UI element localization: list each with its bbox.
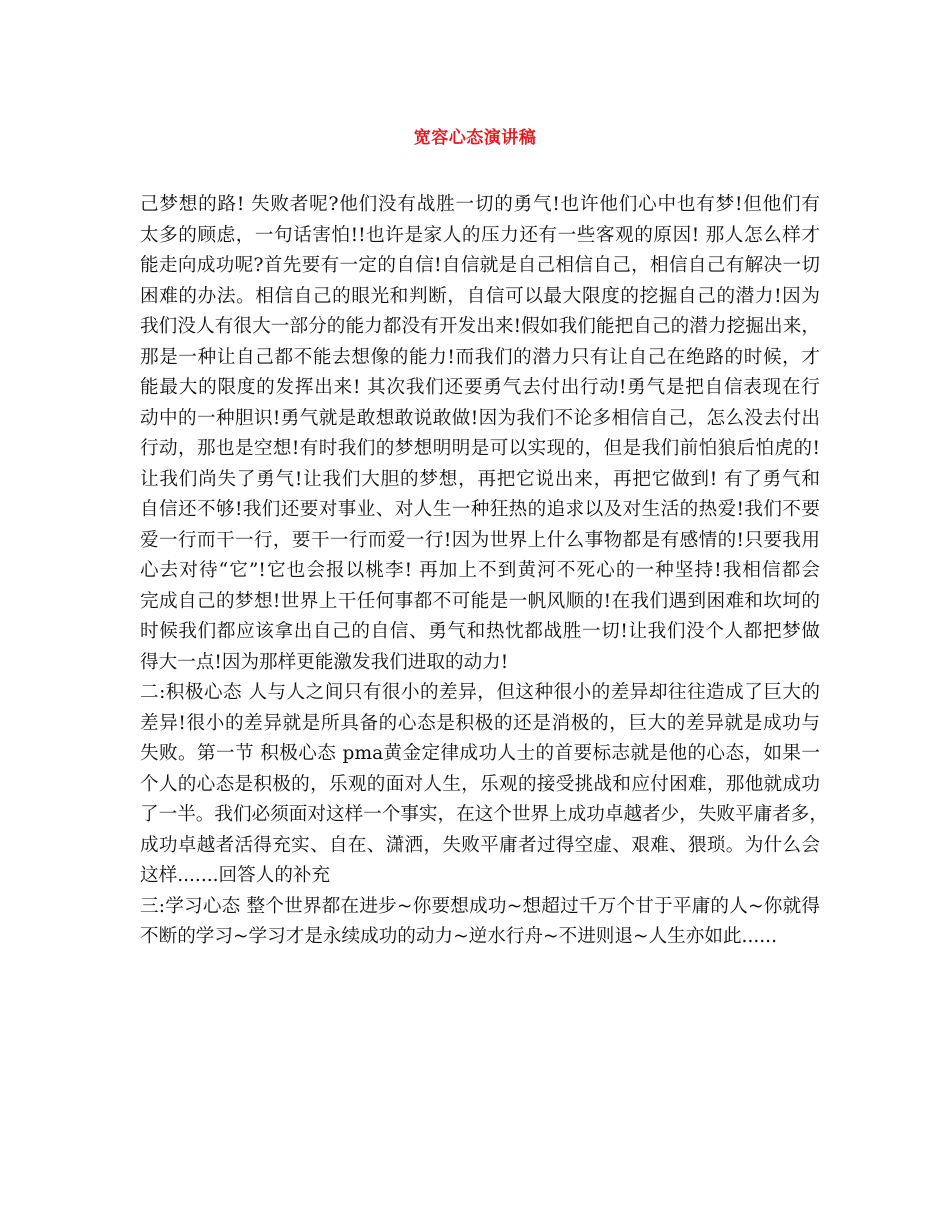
body-line: 那是一种让自己都不能去想像的能力!而我们的潜力只有让自己在绝路的时候，才	[140, 346, 820, 368]
body-line: 太多的顾虑，一句话害怕!!也许是家人的压力还有一些客观的原因! 那人怎么样才	[140, 224, 820, 246]
body-line: 困难的办法。相信自己的眼光和判断，自信可以最大限度的挖掘自己的潜力!因为	[140, 285, 820, 307]
document-body	[140, 190, 828, 953]
body-line: 了一半。我们必须面对这样一个事实，在这个世界上成功卓越者少，失败平庸者多，	[140, 804, 828, 825]
body-line: 三:学习心态 整个世界都在进步~你要想成功~想超过千万个甘于平庸的人~你就得	[140, 895, 820, 917]
body-line: 能走向成功呢?首先要有一定的自信!自信就是自己相信自己，相信自己有解决一切	[140, 255, 820, 276]
body-line: 自信还不够!我们还要对事业、对人生一种狂热的追求以及对生活的热爱!我们不要	[140, 499, 820, 520]
body-line: 成功卓越者活得充实、自在、潇洒，失败平庸者过得空虚、艰难、猥琐。为什么会	[140, 834, 820, 856]
document-title: 宽容心态演讲稿	[413, 128, 537, 148]
body-line: 行动，那也是空想!有时我们的梦想明明是可以实现的，但是我们前怕狼后怕虎的!	[140, 438, 820, 459]
body-line: 得大一点!因为那样更能激发我们进取的动力!	[140, 651, 509, 673]
body-line: 心去对待“它”!它也会报以桃李! 再加上不到黄河不死心的一种坚持!我相信都会	[140, 560, 820, 581]
body-line: 己梦想的路! 失败者呢?他们没有战胜一切的勇气!也许他们心中也有梦!但他们有	[140, 194, 820, 215]
body-line: 差异!很小的差异就是所具备的心态是积极的还是消极的，巨大的差异就是成功与	[140, 712, 820, 734]
body-line: 我们没人有很大一部分的能力都没有开发出来!假如我们能把自己的潜力挖掘出来，	[140, 316, 820, 337]
body-line: 个人的心态是积极的，乐观的面对人生，乐观的接受挑战和应付困难，那他就成功	[140, 773, 820, 795]
body-line: 动中的一种胆识!勇气就是敢想敢说敢做!因为我们不论多相信自己，怎么没去付出	[140, 407, 820, 429]
body-line: 爱一行而干一行，要干一行而爱一行!因为世界上什么事物都是有感情的!只要我用	[140, 529, 820, 551]
body-line: 这样.......回答人的补充	[140, 865, 331, 886]
body-line: 失败。第一节 积极心态 pma黄金定律成功人士的首要标志就是他的心态，如果一	[140, 743, 820, 764]
body-line: 能最大的限度的发挥出来! 其次我们还要勇气去付出行动!勇气是把自信表现在行	[140, 377, 820, 398]
body-line: 完成自己的梦想!世界上干任何事都不可能是一帆风顺的!在我们遇到困难和坎坷的	[140, 590, 820, 612]
body-line: 二:积极心态 人与人之间只有很小的差异，但这种很小的差异却往往造成了巨大的	[140, 682, 820, 703]
body-line: 让我们尚失了勇气!让我们大胆的梦想，再把它说出来，再把它做到! 有了勇气和	[140, 468, 820, 490]
body-line: 时候我们都应该拿出自己的自信、勇气和热忱都战胜一切!让我们没个人都把梦做	[140, 621, 820, 642]
body-line: 不断的学习~学习才是永续成功的动力~逆水行舟~不进则退~人生亦如此......	[140, 926, 778, 947]
